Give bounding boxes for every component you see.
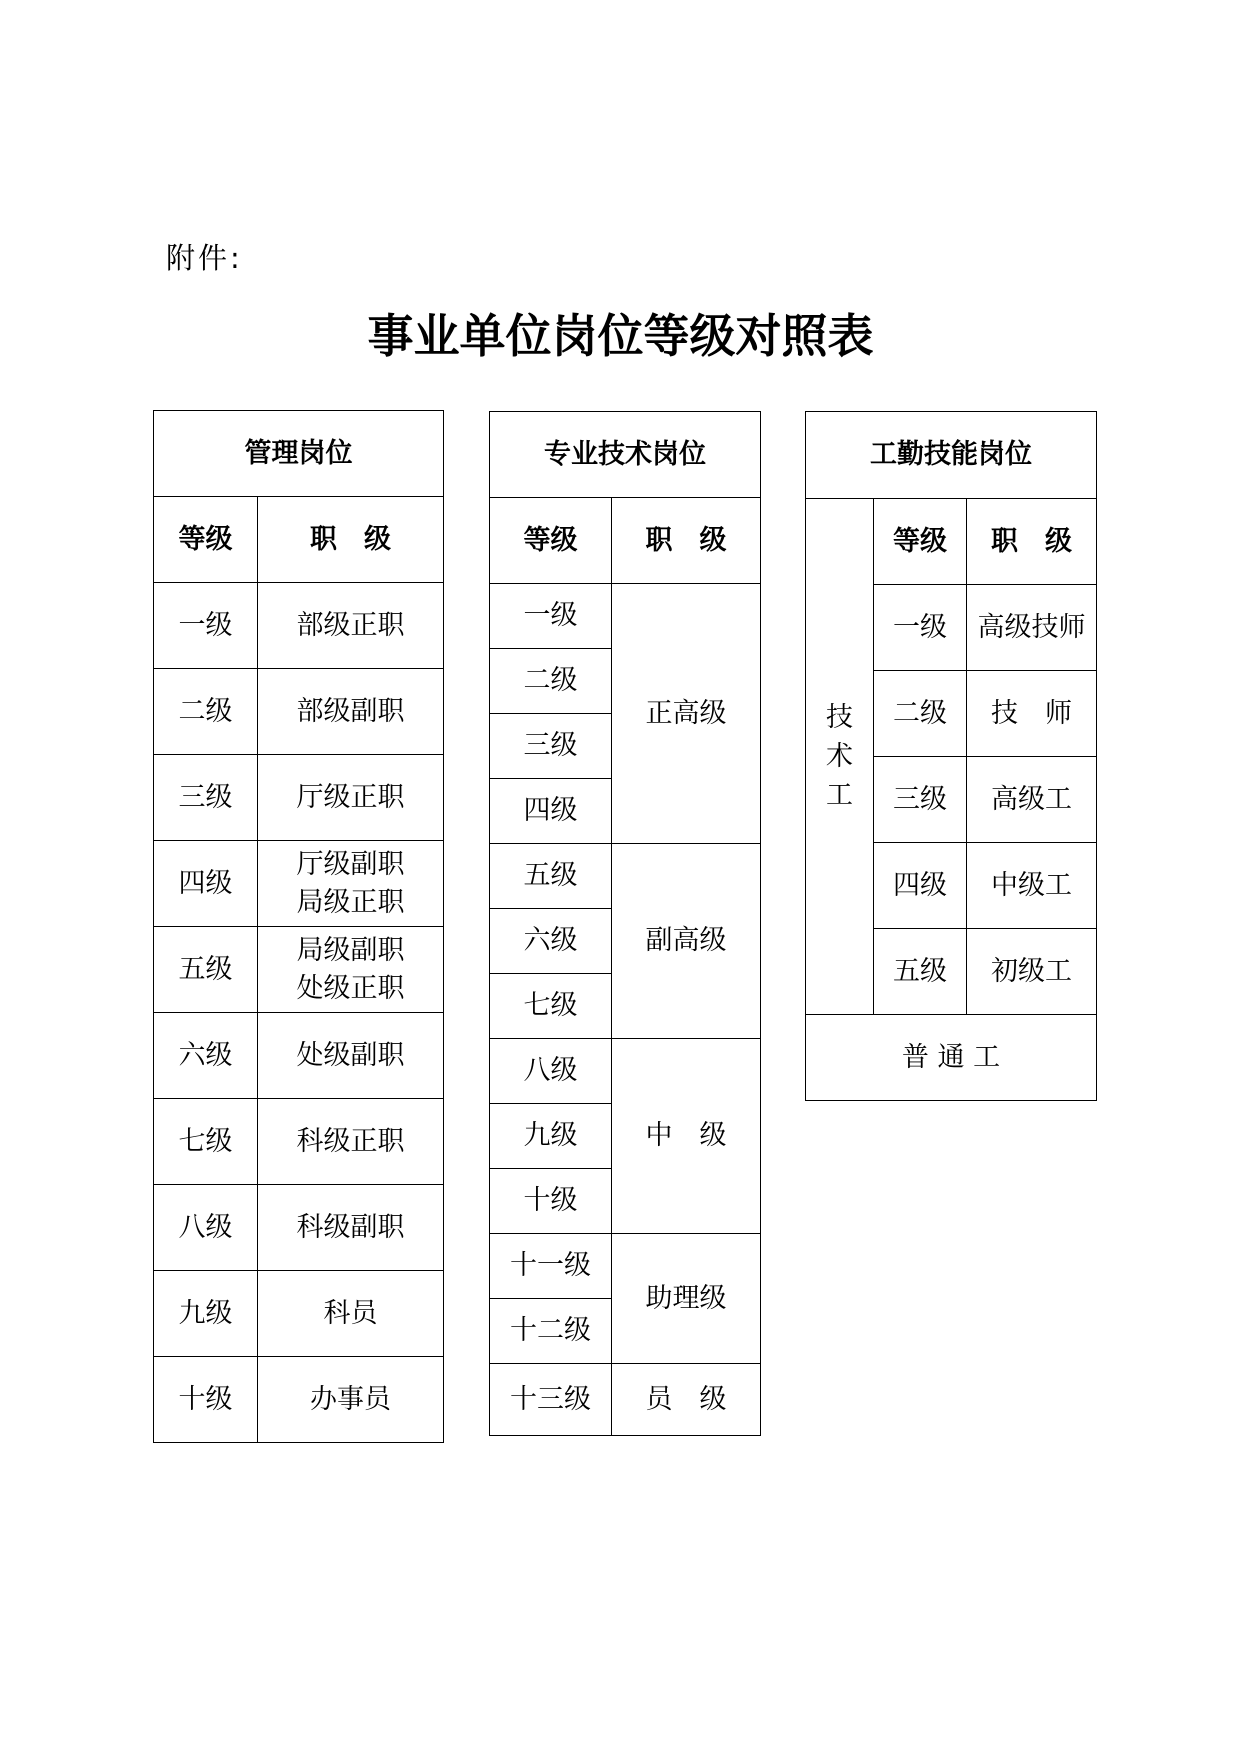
grade-col-header: 等级	[490, 498, 612, 584]
table-row	[490, 584, 761, 649]
rank-cell: 初级工	[967, 929, 1097, 1015]
grade-cell: 二级	[490, 649, 612, 714]
grade-cell: 二级	[154, 669, 258, 755]
table-row	[154, 841, 444, 927]
grade-cell: 十二级	[490, 1299, 612, 1364]
grade-cell: 四级	[874, 843, 967, 929]
grade-cell: 三级	[154, 755, 258, 841]
rank-cell: 高级工	[967, 757, 1097, 843]
rank-cell: 高级技师	[967, 585, 1097, 671]
rank-cell	[258, 927, 444, 1013]
grade-col-header: 等级	[154, 497, 258, 583]
table-row	[154, 1357, 444, 1443]
table-row	[806, 1015, 1097, 1101]
grade-cell: 七级	[490, 974, 612, 1039]
category-cell	[806, 499, 874, 1015]
professional-header: 专业技术岗位	[490, 412, 761, 498]
management-table	[153, 410, 444, 1443]
rank-col-header: 职 级	[967, 499, 1097, 585]
table-row	[154, 1271, 444, 1357]
worker-table	[805, 411, 1097, 1101]
rank-group-cell: 正高级	[612, 584, 761, 844]
rank-cell: 处级副职	[258, 1013, 444, 1099]
rank-col-header: 职 级	[612, 498, 761, 584]
table-row	[154, 669, 444, 755]
grade-cell: 四级	[154, 841, 258, 927]
grade-cell: 五级	[154, 927, 258, 1013]
table-row	[154, 927, 444, 1013]
rank-cell: 部级正职	[258, 583, 444, 669]
table-row	[154, 583, 444, 669]
rank-cell: 部级副职	[258, 669, 444, 755]
grade-cell: 四级	[490, 779, 612, 844]
grade-cell: 三级	[874, 757, 967, 843]
professional-table	[489, 411, 761, 1436]
grade-cell: 一级	[490, 584, 612, 649]
table-row	[490, 1364, 761, 1436]
grade-cell: 八级	[154, 1185, 258, 1271]
rank-cell: 科级副职	[258, 1185, 444, 1271]
grade-cell: 六级	[154, 1013, 258, 1099]
rank-group-cell: 副高级	[612, 844, 761, 1039]
rank-line: 厅级副职	[296, 848, 405, 880]
grade-cell: 八级	[490, 1039, 612, 1104]
grade-cell: 十一级	[490, 1234, 612, 1299]
table-row	[154, 1185, 444, 1271]
grade-cell: 一级	[154, 583, 258, 669]
category-char: 术	[826, 740, 853, 772]
grade-cell: 二级	[874, 671, 967, 757]
general-worker-cell: 普 通 工	[806, 1015, 1097, 1101]
rank-cell: 中级工	[967, 843, 1097, 929]
grade-cell: 九级	[490, 1104, 612, 1169]
rank-group-cell: 中 级	[612, 1039, 761, 1234]
rank-line: 处级正职	[296, 972, 405, 1004]
rank-col-header: 职 级	[258, 497, 444, 583]
rank-cell: 厅级正职	[258, 755, 444, 841]
attachment-label: 附件:	[166, 241, 243, 275]
grade-cell: 六级	[490, 909, 612, 974]
table-row	[154, 1099, 444, 1185]
table-row	[490, 1039, 761, 1104]
grade-cell: 十级	[154, 1357, 258, 1443]
rank-line: 局级副职	[296, 934, 405, 966]
table-row	[154, 1013, 444, 1099]
grade-cell: 九级	[154, 1271, 258, 1357]
grade-cell: 十三级	[490, 1364, 612, 1436]
rank-group-cell: 员 级	[612, 1364, 761, 1436]
worker-header: 工勤技能岗位	[806, 412, 1097, 499]
table-row	[490, 1234, 761, 1299]
rank-line: 局级正职	[296, 886, 405, 918]
grade-cell: 五级	[874, 929, 967, 1015]
rank-cell: 科级正职	[258, 1099, 444, 1185]
category-char: 工	[826, 780, 853, 812]
grade-cell: 五级	[490, 844, 612, 909]
table-row	[490, 844, 761, 909]
grade-cell: 七级	[154, 1099, 258, 1185]
management-header: 管理岗位	[154, 411, 444, 497]
grade-col-header: 等级	[874, 499, 967, 585]
rank-cell	[258, 841, 444, 927]
grade-cell: 一级	[874, 585, 967, 671]
table-row	[154, 755, 444, 841]
page-title: 事业单位岗位等级对照表	[367, 309, 874, 363]
category-char: 技	[826, 701, 853, 733]
grade-cell: 三级	[490, 714, 612, 779]
rank-cell: 办事员	[258, 1357, 444, 1443]
grade-cell: 十级	[490, 1169, 612, 1234]
rank-group-cell: 助理级	[612, 1234, 761, 1364]
rank-cell: 科员	[258, 1271, 444, 1357]
rank-cell: 技 师	[967, 671, 1097, 757]
